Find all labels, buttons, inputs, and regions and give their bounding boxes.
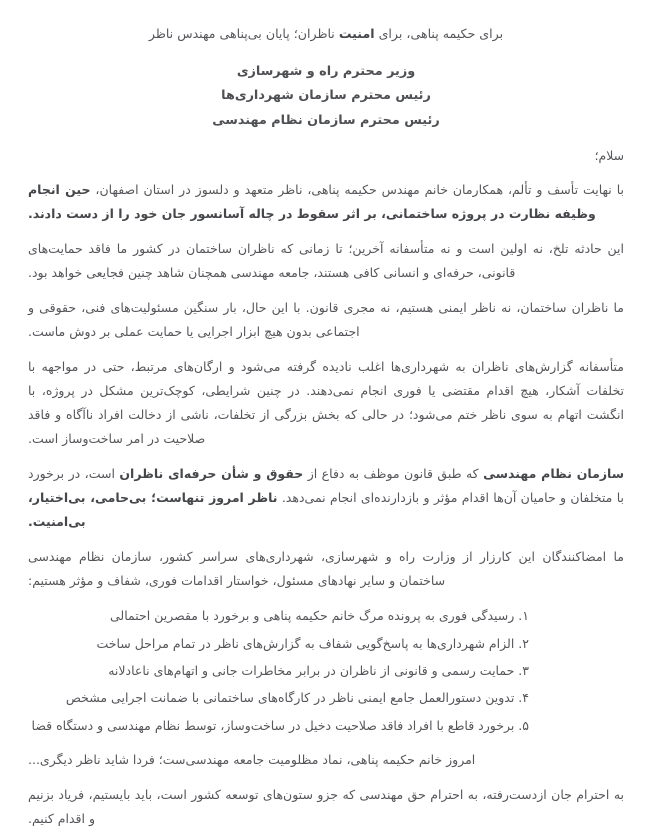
- paragraph-ignored-reports-run-0: متأسفانه گزارش‌های ناظران به شهرداری‌ها اغلب نادیده گرفته می‌شود و ارگان‌های مرتبط، حتی در مواجهه با تخلفات آشکار، هیچ اقدام مقتضی یا فوری انجام نمی‌دهند. در چنین شرایطی، کوچک‌ترین مشکل در پروژه، با انگشت اتهام به سوی ناظر ختم می‌شود؛ در حالی که بخش بزرگی از تخلفات، ناشی از دخالت افراد ناآگاه و فاقد صلاحیت در امر ساخت‌وساز است.: [28, 359, 624, 447]
- demand-text: رسیدگی فوری به پرونده مرگ خانم حکیمه پناهی و برخورد با مقصرین احتمالی: [110, 608, 515, 624]
- demand-item: [28, 714, 624, 738]
- paragraph-supervisor-role: [28, 296, 624, 344]
- title-bold-emphasis: امنیت: [338, 26, 375, 41]
- demand-item: [28, 632, 624, 656]
- document-title: [28, 24, 624, 44]
- paragraph-closing: امروز خانم حکیمه پناهی، نماد مظلومیت جامعه مهندسی‌ست؛ فردا شاید ناظر دیگری...: [28, 752, 476, 768]
- addressee-minister: وزیر محترم راه و شهرسازی: [236, 63, 416, 79]
- title-prefix: برای حکیمه پناهی، برای: [374, 26, 504, 41]
- demand-text: الزام شهرداری‌ها به پاسخ‌گویی شفاف به گزارش‌های ناظر در تمام مراحل ساخت: [96, 635, 515, 651]
- demand-item: [28, 659, 624, 683]
- demand-item: [28, 604, 624, 628]
- paragraph-not-first-not-last-run-0: این حادثه تلخ، نه اولین است و نه متأسفانه آخرین؛ تا زمانی که ناظران ساختمان در کشور ما فاقد حمایت‌های قانونی، حرفه‌ای و انسانی کافی هستند، جامعه مهندسی همچنان شاهد چنین فجایعی خواهد بود.: [28, 241, 624, 281]
- demands-list: [28, 604, 624, 738]
- demand-number: ۲.: [514, 635, 529, 651]
- paragraph-engineering-org-duty-run-4: ناظر امروز تنهاست؛ بی‌حامی، بی‌اختیار، بی‌امنیت.: [28, 490, 278, 530]
- demand-text: برخورد قاطع با افراد فاقد صلاحیت دخیل در ساخت‌وساز، توسط نظام مهندسی و دستگاه قضا: [31, 717, 515, 733]
- addressee-municipalities-head: رئیس محترم سازمان شهرداری‌ها: [221, 88, 431, 104]
- paragraph-signatories-demand-run-0: ما امضاکنندگان این کارزار از وزارت راه و شهرسازی، شهرداری‌های سراسر کشور، سازمان نظام مهندسی ساختمان و سایر نهادهای مسئول، خواستار اقدامات فوری، شفاف و مؤثر هستیم:: [28, 549, 624, 589]
- paragraph-signatories-demand: [28, 545, 624, 593]
- demand-text: تدوین دستورالعمل جامع ایمنی ناظر در کارگاه‌های ساختمانی با ضمانت اجرایی مشخص: [65, 690, 515, 706]
- title-suffix: ناظران؛ پایان بی‌پناهی مهندس ناظر: [148, 26, 339, 41]
- paragraph-ignored-reports: [28, 355, 624, 451]
- paragraph-final-call: به احترام جان ازدست‌رفته، به احترام حق مهندسی که جزو ستون‌های توسعه کشور است، باید بایستیم، فریاد بزنیم و اقدام کنیم.: [28, 787, 624, 827]
- paragraph-supervisor-role-run-0: ما ناظران ساختمان، نه ناظر ایمنی هستیم، نه مجری قانون. با این حال، بار سنگین مسئولیت‌های فنی، حقوقی و اجتماعی بدون هیچ ابزار اجرایی یا حمایت عملی بر دوش ماست.: [28, 300, 624, 340]
- paragraph-incident: [28, 178, 624, 226]
- paragraph-engineering-org-duty-run-3: است، در برخورد با متخلفان و حامیان آن‌ها اقدام مؤثر و بازدارنده‌ای انجام نمی‌دهد.: [28, 466, 625, 506]
- demand-number: ۳.: [514, 662, 529, 678]
- paragraph-engineering-org-duty: [28, 462, 624, 534]
- demand-number: ۴.: [514, 690, 529, 706]
- paragraph-engineering-org-duty-run-1: که طبق قانون موظف به دفاع از: [303, 466, 484, 482]
- demand-number: ۱.: [514, 608, 529, 624]
- demand-text: حمایت رسمی و قانونی از ناظران در برابر مخاطرات جانی و اتهام‌های ناعادلانه: [108, 662, 515, 678]
- paragraph-not-first-not-last: [28, 237, 624, 285]
- demand-item: [28, 686, 624, 710]
- demand-number: ۵.: [514, 717, 529, 733]
- addressee-list: [28, 60, 624, 135]
- paragraph-incident-run-0: با نهایت تأسف و تألم، همکارمان خانم مهندس حکیمه پناهی، ناظر متعهد و دلسوز در استان اصفهان،: [90, 182, 624, 198]
- paragraph-incident-run-1: حین انجام وظیفه نظارت در پروژه ساختمانی، بر اثر سقوط در چاله آسانسور جان خود را از دست دادند.: [28, 182, 596, 222]
- paragraph-engineering-org-duty-run-2: حقوق و شأن حرفه‌ای ناظران: [119, 466, 304, 482]
- salutation: سلام؛: [594, 148, 624, 164]
- paragraph-engineering-org-duty-run-0: سازمان نظام مهندسی: [483, 466, 625, 482]
- addressee-engineering-org-head: رئیس محترم سازمان نظام مهندسی: [212, 113, 440, 129]
